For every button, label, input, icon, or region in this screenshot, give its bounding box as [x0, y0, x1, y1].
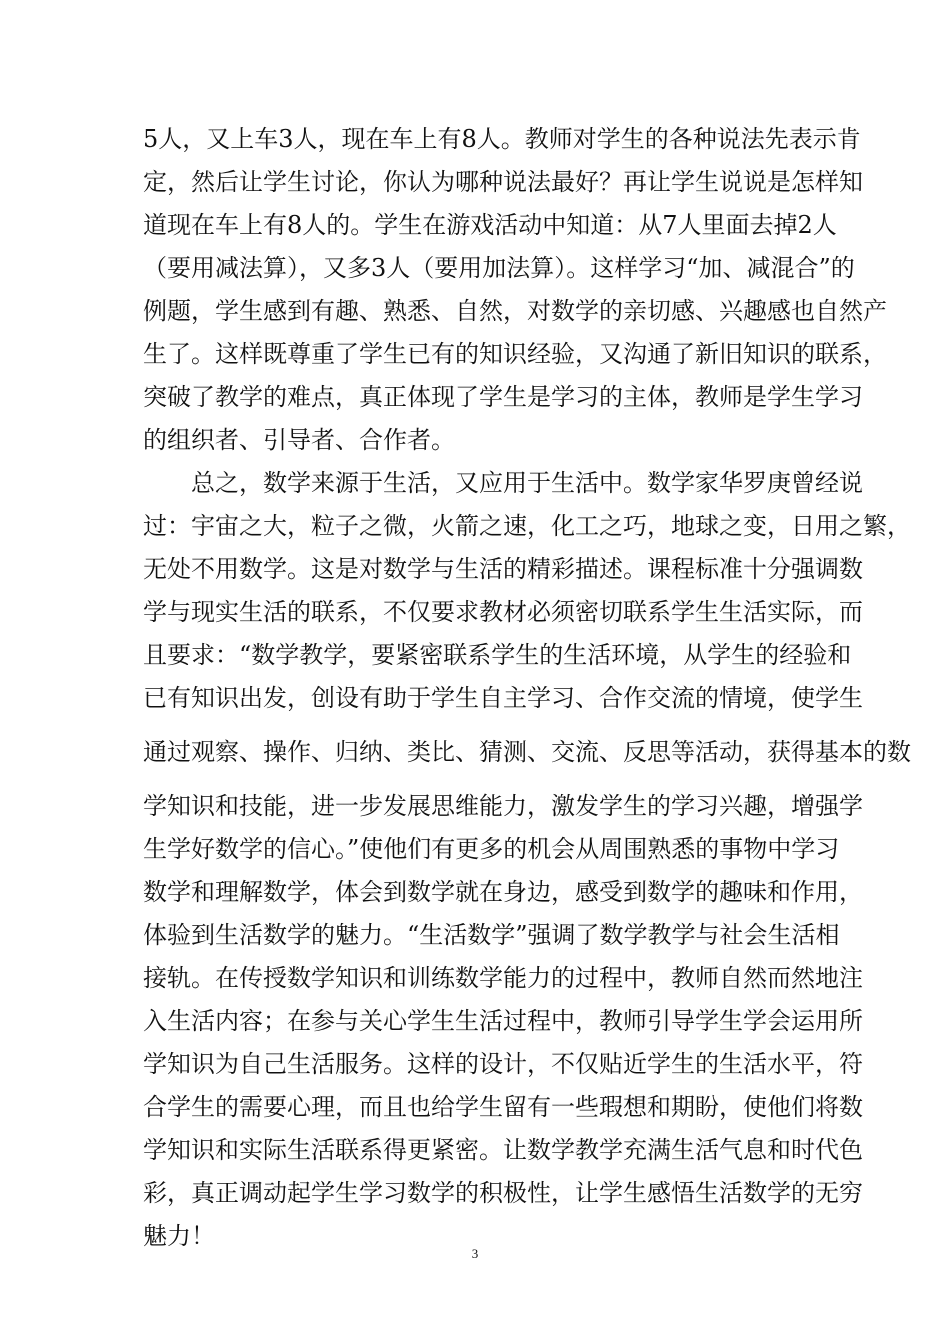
- text-line: 入生活内容；在参与关心学生生活过程中，教师引导学生学会运用所: [143, 1007, 863, 1035]
- text-line: 学与现实生活的联系，不仅要求教材必须密切联系学生生活实际，而: [143, 598, 863, 626]
- text-line: 生学好数学的信心。”使他们有更多的机会从周围熟悉的事物中学习: [143, 835, 840, 863]
- text-line: 学知识和技能，进一步发展思维能力，激发学生的学习兴趣，增强学: [143, 792, 863, 820]
- text-line: 无处不用数学。这是对数学与生活的精彩描述。课程标准十分强调数: [143, 555, 863, 583]
- text-line: 例题，学生感到有趣、熟悉、自然，对数学的亲切感、兴趣感也自然产: [143, 297, 887, 325]
- text-line: 且要求：“数学教学，要紧密联系学生的生活环境，从学生的经验和: [143, 641, 852, 669]
- text-line: 通过观察、操作、归纳、类比、猜测、交流、反思等活动，获得基本的数: [143, 738, 911, 766]
- page-number: 3: [471, 1246, 479, 1261]
- text-line: 5人，又上车3人，现在车上有8人。教师对学生的各种说法先表示肯: [143, 125, 861, 153]
- text-line: 学知识为自己生活服务。这样的设计，不仅贴近学生的生活水平，符: [143, 1050, 863, 1078]
- text-line: 定，然后让学生讨论，你认为哪种说法最好？再让学生说说是怎样知: [143, 168, 863, 196]
- paragraph-end-line: 的组织者、引导者、合作者。: [143, 426, 455, 454]
- text-line: 合学生的需要心理，而且也给学生留有一些瑕想和期盼，使他们将数: [143, 1093, 863, 1121]
- text-line: 接轨。在传授数学知识和训练数学能力的过程中，教师自然而然地注: [143, 964, 863, 992]
- paragraph-end-line: 魅力！: [143, 1222, 215, 1250]
- text-line: 道现在车上有8人的。学生在游戏活动中知道：从7人里面去掉2人: [143, 211, 837, 239]
- text-line: 彩，真正调动起学生学习数学的积极性，让学生感悟生活数学的无穷: [143, 1179, 863, 1207]
- text-line: （要用减法算），又多3人（要用加法算）。这样学习“加、减混合”的: [143, 254, 855, 282]
- text-line: 学知识和实际生活联系得更紧密。让数学教学充满生活气息和时代色: [143, 1136, 863, 1164]
- paragraph-start-line: 总之，数学来源于生活，又应用于生活中。数学家华罗庚曾经说: [143, 469, 863, 497]
- text-line: 体验到生活数学的魅力。“生活数学”强调了数学教学与社会生活相: [143, 921, 840, 949]
- text-line: 突破了教学的难点，真正体现了学生是学习的主体，教师是学生学习: [143, 383, 863, 411]
- text-line: 过：宇宙之大，粒子之微，火箭之速，化工之巧，地球之变，日用之繁，: [143, 512, 911, 540]
- text-line: 已有知识出发，创设有助于学生自主学习、合作交流的情境，使学生: [143, 684, 863, 712]
- text-line: 数学和理解数学，体会到数学就在身边，感受到数学的趣味和作用，: [143, 878, 863, 906]
- text-line: 生了。这样既尊重了学生已有的知识经验，又沟通了新旧知识的联系，: [143, 340, 887, 368]
